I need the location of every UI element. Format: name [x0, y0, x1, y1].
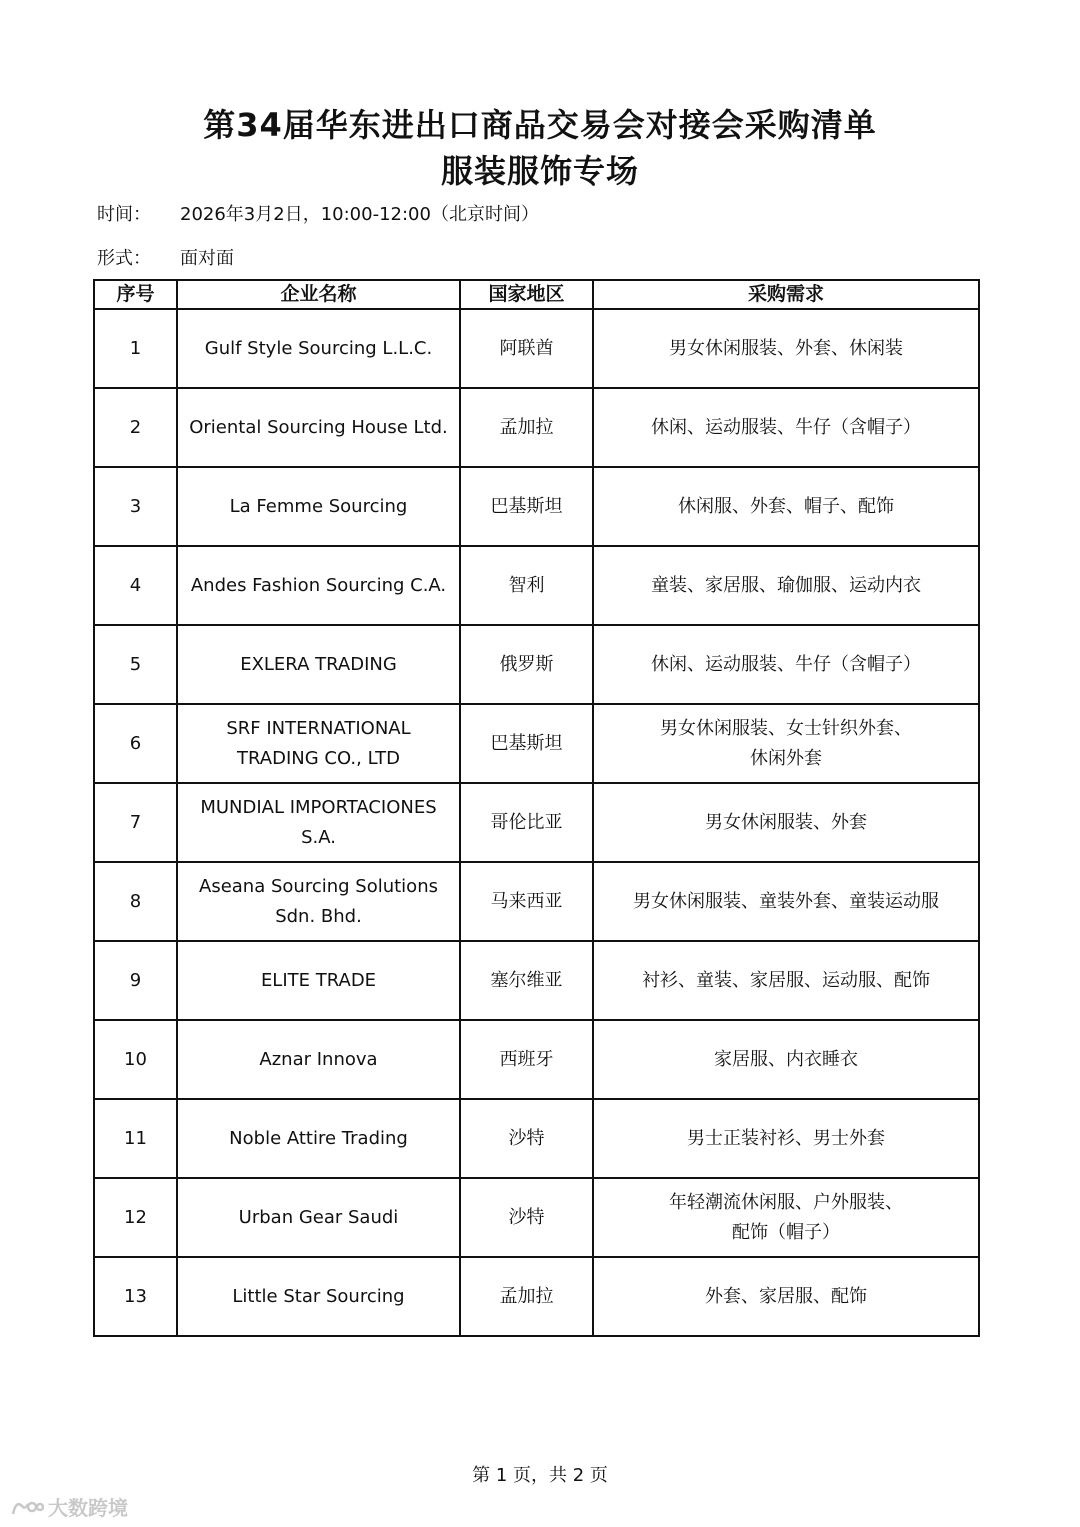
- country-region: 俄罗斯: [460, 625, 593, 704]
- country-region: 马来西亚: [460, 862, 593, 941]
- row-number: 9: [94, 941, 177, 1020]
- table-row: [94, 467, 979, 546]
- country-region: 沙特: [460, 1099, 593, 1178]
- table-row: [94, 1257, 979, 1336]
- table-row: [94, 862, 979, 941]
- purchase-demand: [593, 388, 979, 467]
- table-row: [94, 1020, 979, 1099]
- company-name: Little Star Sourcing: [177, 1257, 460, 1336]
- country-region: 巴基斯坦: [460, 704, 593, 783]
- header-company: 企业名称: [177, 280, 460, 309]
- time-value: 2026年3月2日，10:00-12:00（北京时间）: [180, 204, 539, 225]
- country-region: 西班牙: [460, 1020, 593, 1099]
- purchase-demand-line: 男士正装衬衫、男士外套: [687, 1127, 885, 1149]
- row-number: 12: [94, 1178, 177, 1257]
- company-name: EXLERA TRADING: [177, 625, 460, 704]
- country-region: 沙特: [460, 1178, 593, 1257]
- company-name: MUNDIAL IMPORTACIONES S.A.: [177, 783, 460, 862]
- table-body: [94, 309, 979, 1336]
- watermark-text: 大数跨境: [48, 1496, 128, 1520]
- time-row: [97, 200, 539, 226]
- table-row: [94, 388, 979, 467]
- table-row: [94, 783, 979, 862]
- company-name: Oriental Sourcing House Ltd.: [177, 388, 460, 467]
- purchase-demand-line: 休闲、运动服装、牛仔（含帽子）: [651, 653, 921, 675]
- row-number: 6: [94, 704, 177, 783]
- country-region: 孟加拉: [460, 1257, 593, 1336]
- row-number: 4: [94, 546, 177, 625]
- purchase-list-table: [93, 279, 980, 1337]
- company-name: SRF INTERNATIONAL TRADING CO., LTD: [177, 704, 460, 783]
- company-name: Andes Fashion Sourcing C.A.: [177, 546, 460, 625]
- purchase-demand-line: 配饰（帽子）: [732, 1221, 840, 1243]
- header-demand: 采购需求: [593, 280, 979, 309]
- page-number: 第 1 页，共 2 页: [472, 1465, 608, 1486]
- purchase-demand: [593, 1099, 979, 1178]
- header-no: 序号: [94, 280, 177, 309]
- company-name: Noble Attire Trading: [177, 1099, 460, 1178]
- company-name: Urban Gear Saudi: [177, 1178, 460, 1257]
- purchase-demand: [593, 1178, 979, 1257]
- country-region: 阿联酋: [460, 309, 593, 388]
- row-number: 5: [94, 625, 177, 704]
- table-row: [94, 1178, 979, 1257]
- row-number: 3: [94, 467, 177, 546]
- purchase-demand: [593, 1257, 979, 1336]
- purchase-demand-line: 家居服、内衣睡衣: [714, 1048, 858, 1070]
- country-region: 孟加拉: [460, 388, 593, 467]
- company-name: La Femme Sourcing: [177, 467, 460, 546]
- table-row: [94, 941, 979, 1020]
- row-number: 11: [94, 1099, 177, 1178]
- purchase-demand: [593, 1020, 979, 1099]
- purchase-demand-line: 男女休闲服装、童装外套、童装运动服: [633, 890, 939, 912]
- purchase-demand: [593, 467, 979, 546]
- purchase-demand: [593, 625, 979, 704]
- row-number: 1: [94, 309, 177, 388]
- purchase-demand-line: 男女休闲服装、外套、休闲装: [669, 337, 903, 359]
- format-label: 形式：: [97, 248, 151, 269]
- company-name: Aznar Innova: [177, 1020, 460, 1099]
- row-number: 2: [94, 388, 177, 467]
- table-row: [94, 625, 979, 704]
- document-subtitle: 服装服饰专场: [440, 152, 639, 190]
- time-label: 时间：: [97, 204, 151, 225]
- format-value: 面对面: [180, 248, 234, 269]
- company-name: Aseana Sourcing Solutions Sdn. Bhd.: [177, 862, 460, 941]
- country-region: 哥伦比亚: [460, 783, 593, 862]
- header-region: 国家地区: [460, 280, 593, 309]
- purchase-demand-line: 休闲、运动服装、牛仔（含帽子）: [651, 416, 921, 438]
- row-number: 7: [94, 783, 177, 862]
- row-number: 8: [94, 862, 177, 941]
- watermark-logo-icon: [10, 1496, 44, 1518]
- country-region: 智利: [460, 546, 593, 625]
- row-number: 10: [94, 1020, 177, 1099]
- table-header-row: [94, 280, 979, 309]
- purchase-demand-line: 外套、家居服、配饰: [705, 1285, 867, 1307]
- purchase-demand: [593, 783, 979, 862]
- purchase-demand: [593, 862, 979, 941]
- watermark: [10, 1492, 128, 1521]
- company-name: ELITE TRADE: [177, 941, 460, 1020]
- company-name: Gulf Style Sourcing L.L.C.: [177, 309, 460, 388]
- purchase-demand-line: 衬衫、童装、家居服、运动服、配饰: [642, 969, 930, 991]
- table-row: [94, 1099, 979, 1178]
- table-row: [94, 546, 979, 625]
- purchase-demand-line: 男女休闲服装、女士针织外套、: [660, 717, 912, 739]
- purchase-demand-line: 休闲外套: [750, 747, 822, 769]
- purchase-demand: [593, 546, 979, 625]
- row-number: 13: [94, 1257, 177, 1336]
- table-row: [94, 704, 979, 783]
- purchase-demand: [593, 309, 979, 388]
- purchase-demand-line: 休闲服、外套、帽子、配饰: [678, 495, 894, 517]
- purchase-demand: [593, 941, 979, 1020]
- format-row: [97, 244, 234, 270]
- purchase-demand-line: 童装、家居服、瑜伽服、运动内衣: [651, 574, 921, 596]
- country-region: 巴基斯坦: [460, 467, 593, 546]
- document-title: 第34届华东进出口商品交易会对接会采购清单: [203, 106, 877, 144]
- purchase-demand-line: 年轻潮流休闲服、户外服装、: [669, 1191, 903, 1213]
- purchase-demand: [593, 704, 979, 783]
- country-region: 塞尔维亚: [460, 941, 593, 1020]
- table-row: [94, 309, 979, 388]
- purchase-demand-line: 男女休闲服装、外套: [705, 811, 867, 833]
